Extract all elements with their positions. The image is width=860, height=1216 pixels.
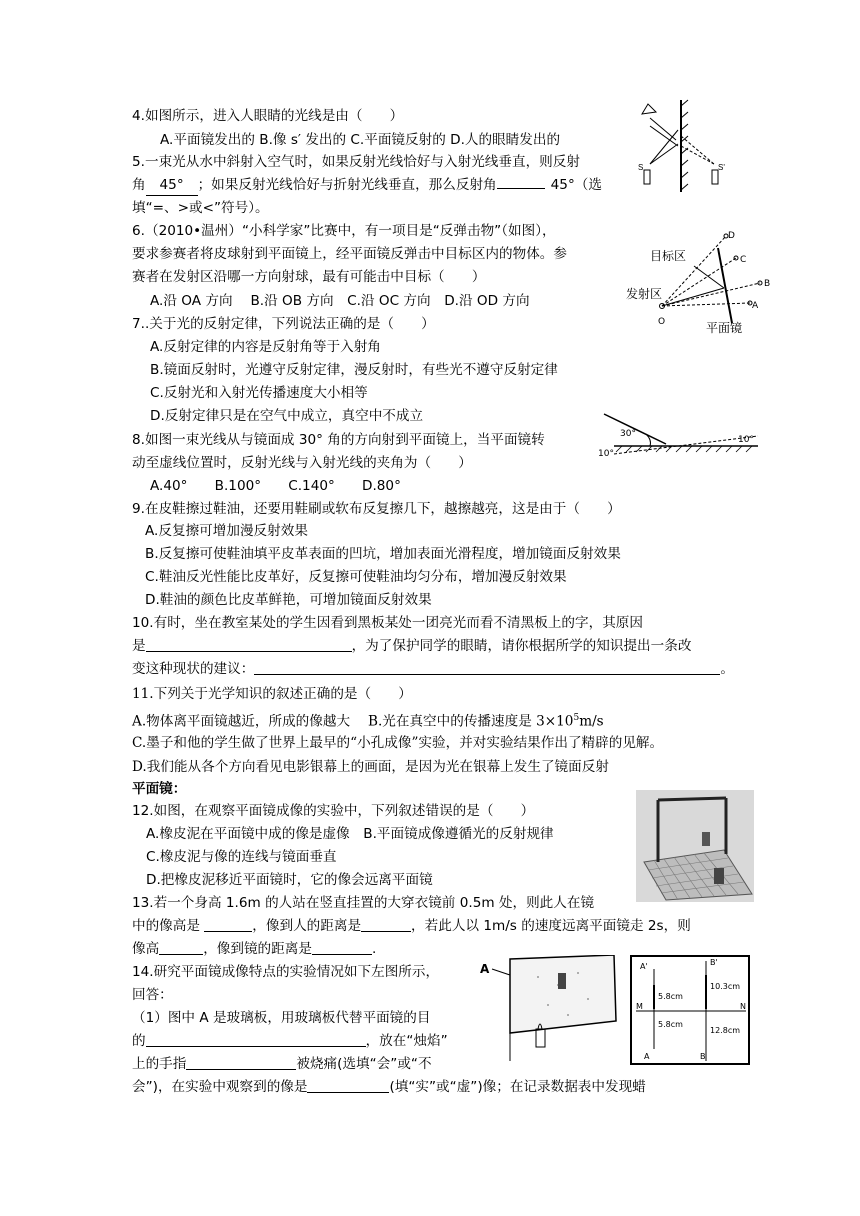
q12-option-c: C.橡皮泥与像的连线与镜面垂直 (146, 849, 337, 865)
q11-ab-sup: 5 (573, 713, 580, 723)
q7-option-a: A.反射定律的内容是反射角等于入射角 (150, 339, 381, 355)
q12-option-d: D.把橡皮泥移近平面镜时，它的像会远离平面镜 (146, 872, 433, 888)
q14-fig-d4: 12.8cm (710, 1026, 741, 1035)
q13-l3-a: 像高 (132, 941, 160, 957)
q14-line5 (132, 1054, 432, 1074)
q6-fig-o: O (658, 317, 666, 327)
q10-l3-b: 。 (720, 661, 734, 677)
q14-fig-b: B (700, 1052, 706, 1061)
q10-blank-reason[interactable] (146, 636, 352, 652)
q6-fig-mirror: 平面镜 (706, 321, 743, 335)
q14-fig-d2: 5.8cm (658, 1020, 683, 1029)
q8-fig-10-right: 10° (738, 435, 754, 445)
q12-stem: 12.如图，在观察平面镜成像的实验中，下列叙述错误的是（ ） (132, 803, 535, 819)
q8-figure (598, 406, 762, 462)
q14-l6-b: (填“实”或“虚”)像；在记录数据表中发现蜡 (389, 1079, 646, 1095)
q13-blank-height2[interactable] (159, 939, 203, 955)
q10-l3-a: 变这种现状的建议： (132, 661, 255, 677)
q14-fig-b-prime: B' (710, 958, 718, 967)
section-heading: 平面镜： (132, 781, 187, 797)
q5-l2-text-a: 角 (132, 177, 146, 193)
q6-options: A.沿 OA 方向 B.沿 OB 方向 C.沿 OC 方向 D.沿 OD 方向 (150, 293, 530, 309)
q14-line4 (132, 1031, 448, 1051)
q10-l2-b: ，为了保护同学的眼睛，请你根据所学的知识提出一条改 (351, 638, 692, 654)
q5-blank2: 45° (550, 177, 575, 193)
q8-fig-10-left: 10° (598, 449, 614, 459)
q5-line2 (132, 175, 602, 196)
q10-line2 (132, 636, 691, 656)
q8-options: A.40° B.100° C.140° D.80° (150, 478, 401, 494)
q13-blank-height[interactable] (204, 916, 252, 932)
q14-blank-burn[interactable] (186, 1054, 296, 1070)
q5-blank1: 45° (146, 175, 198, 196)
q12-figure (636, 790, 754, 902)
q6-fig-launch: 发射区 (626, 287, 663, 301)
q13-l2-b: ，像到人的距离是 (252, 918, 362, 934)
q11-ab-text: A.物体离平面镜越近，所成的像越大 B.光在真空中的传播速度是 3×10 (132, 713, 574, 730)
q14-blank-image[interactable] (307, 1077, 389, 1093)
q8-line1: 8.如图一束光线从与镜面成 30° 角的方向射到平面镜上，当平面镜转 (132, 432, 545, 448)
q11-option-ab (132, 708, 604, 732)
q14-line3: （1）图中 A 是玻璃板，用玻璃板代替平面镜的目 (132, 1010, 431, 1026)
q10-line3 (132, 659, 734, 679)
q9-option-b: B.反复擦可使鞋油填平皮革表面的凹坑，增加表面光滑程度，增加镜面反射效果 (145, 546, 621, 562)
q13-l3-b: ，像到镜的距离是 (203, 941, 312, 957)
q6-fig-target: 目标区 (650, 249, 687, 263)
q5-line3: 填“=、>或<”符号）。 (132, 200, 269, 216)
q14-blank-purpose[interactable] (146, 1031, 366, 1047)
q14-l6-a: 会”)，在实验中观察到的像是 (132, 1079, 308, 1095)
q5-l2-text-c: （选 (574, 177, 602, 193)
q13-l3-c: . (371, 941, 377, 957)
q7-option-d: D.反射定律只是在空气中成立，真空中不成立 (150, 408, 424, 424)
q10-blank-suggestion[interactable] (254, 659, 720, 675)
q4-fig-s-prime: S' (718, 163, 725, 172)
q5-l2-text-b: ；如果反射光线恰好与折射光线垂直，那么反射角 (197, 177, 497, 193)
q14-fig-a-label: A (480, 962, 490, 976)
q7-option-c: C.反射光和入射光传播速度大小相等 (150, 385, 368, 401)
q14-line2: 回答： (132, 987, 173, 1003)
q8-fig-30: 30° (620, 429, 636, 439)
q14-figure-right (630, 955, 750, 1065)
q10-line1: 10.有时，坐在教室某处的学生因看到黑板某处一团亮光而看不清黑板上的字，其原因 (132, 615, 643, 631)
q6-line1: 6.（2010•温州）“小科学家”比赛中，有一项目是“反弹击物”（如图）， (132, 223, 556, 239)
q11-ab-unit: m/s (579, 713, 604, 730)
q14-line6 (132, 1077, 646, 1097)
q14-fig-n: N (740, 1002, 746, 1011)
q12-option-ab: A.橡皮泥在平面镜中成的像是虚像 B.平面镜成像遵循光的反射规律 (146, 826, 554, 842)
q14-fig-m: M (636, 1002, 643, 1011)
q6-fig-b: B (764, 279, 771, 289)
q6-fig-c: C (740, 255, 747, 265)
q14-l5-a: 上的手指 (132, 1056, 187, 1072)
q5-blank2-line (497, 188, 545, 189)
q4-stem: 4.如图所示，进入人眼睛的光线是由（ ） (132, 108, 404, 124)
q4-figure (636, 96, 736, 196)
q13-line1: 13.若一个身高 1.6m 的人站在竖直挂置的大穿衣镜前 0.5m 处，则此人在镜 (132, 895, 595, 911)
q6-figure (622, 228, 786, 336)
q6-fig-a: A (752, 301, 759, 311)
q14-fig-d1: 5.8cm (658, 992, 683, 1001)
q14-fig-a-prime: A' (640, 962, 648, 971)
q14-fig-d3: 10.3cm (710, 982, 741, 991)
q14-l4-a: 的 (132, 1033, 146, 1049)
q13-l2-c: ，若此人以 1m/s 的速度远离平面镜走 2s，则 (411, 918, 691, 934)
q6-fig-d: D (728, 231, 735, 241)
q9-option-c: C.鞋油反光性能比皮革好，反复擦可使鞋油均匀分布，增加漫反射效果 (145, 569, 567, 585)
q9-stem: 9.在皮鞋擦过鞋油，还要用鞋刷或软布反复擦几下，越擦越亮，这是由于（ ） (132, 501, 621, 517)
q6-line3: 赛者在发射区沿哪一方向射球，最有可能击中目标（ ） (132, 269, 486, 285)
q13-blank-distance[interactable] (361, 916, 411, 932)
q9-option-a: A.反复擦可增加漫反射效果 (145, 523, 308, 539)
q9-option-d: D.鞋油的颜色比皮革鲜艳，可增加镜面反射效果 (145, 592, 432, 608)
q7-stem: 7..关于光的反射定律，下列说法正确的是（ ） (132, 316, 435, 332)
q6-line2: 要求参赛者将皮球射到平面镜上，经平面镜反弹击中目标区内的物体。参 (132, 246, 567, 262)
q13-line3 (132, 939, 376, 959)
q11-stem: 11.下列关于光学知识的叙述正确的是（ ） (132, 686, 412, 702)
q10-l2-a: 是 (132, 638, 146, 654)
q13-l2-a: 中的像高是 (132, 918, 205, 934)
q14-figure-left (478, 955, 620, 1065)
q4-options: A.平面镜发出的 B.像 s′ 发出的 C.平面镜反射的 D.人的眼睛发出的 (160, 132, 561, 148)
q14-fig-a: A (644, 1052, 650, 1061)
q11-option-c: C.墨子和他的学生做了世界上最早的“小孔成像”实验，并对实验结果作出了精辟的见解。 (132, 735, 664, 751)
q5-line1: 5.一束光从水中斜射入空气时，如果反射光线恰好与入射光线垂直，则反射 (132, 154, 580, 170)
q14-l4-b: ，放在“烛焰” (365, 1033, 448, 1049)
q13-line2 (132, 916, 691, 936)
q14-line1: 14.研究平面镜成像特点的实验情况如下左图所示， (132, 964, 440, 980)
q8-line2: 动至虚线位置时，反射光线与入射光线的夹角为（ ） (132, 455, 472, 471)
q11-option-d: D.我们能从各个方向看见电影银幕上的画面，是因为光在银幕上发生了镜面反射 (132, 759, 609, 775)
q13-blank-distance2[interactable] (312, 939, 372, 955)
q7-option-b: B.镜面反射时，光遵守反射定律，漫反射时，有些光不遵守反射定律 (150, 362, 558, 378)
q14-l5-b: 被烧痛(选填“会”或“不 (296, 1056, 432, 1072)
q4-fig-s: S (638, 163, 644, 172)
